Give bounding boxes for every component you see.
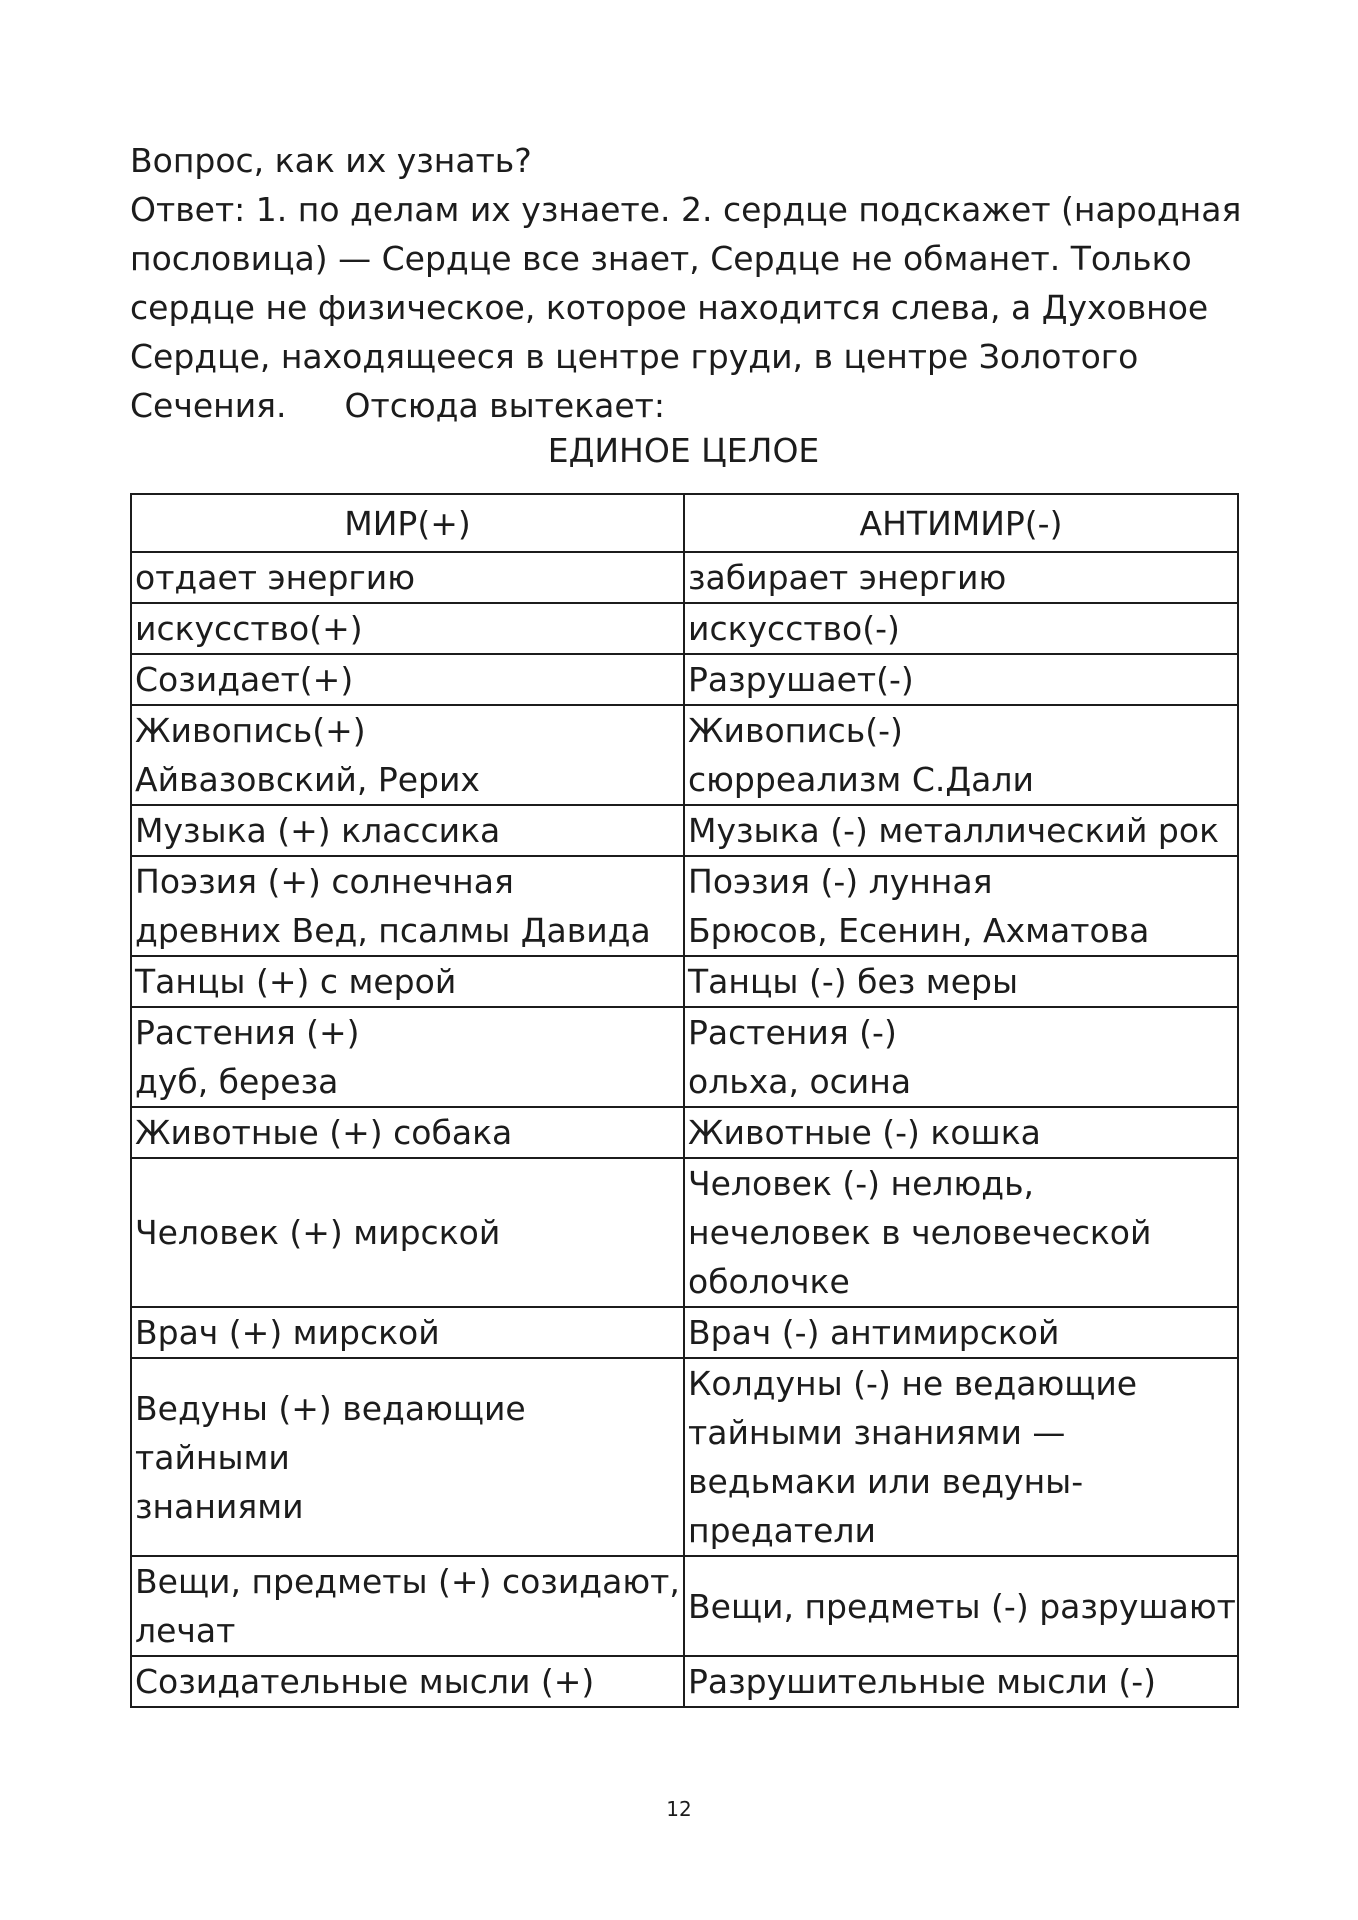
cell-line: Созидает(+) — [135, 660, 354, 699]
cell-antimir — [684, 1007, 1238, 1107]
cell-line: знаниями — [135, 1486, 304, 1526]
cell-line: Разрушительные мысли (-) — [688, 1662, 1157, 1701]
cell-antimir — [684, 1158, 1238, 1307]
cell-mir — [131, 1007, 684, 1107]
cell-line: Танцы (-) без меры — [688, 962, 1018, 1001]
answer-last-line — [130, 381, 1250, 430]
cell-mir — [131, 805, 684, 856]
page-number: 12 — [666, 1797, 692, 1821]
cell-line: древних Вед, псалмы Давида — [135, 911, 651, 950]
cell-line: Врач (-) антимирской — [688, 1313, 1060, 1352]
cell-mir — [131, 654, 684, 705]
cell-line: Вещи, предметы (+) созидают, — [135, 1562, 680, 1601]
cell-line: Созидательные мысли (+) — [135, 1662, 595, 1701]
header-cell-mir: МИР(+) — [131, 494, 684, 552]
cell-antimir — [684, 1358, 1238, 1556]
cell-line: тайными знаниями — — [688, 1413, 1066, 1452]
cell-line: Вещи, предметы (-) разрушают — [688, 1586, 1236, 1626]
cell-line: дуб, береза — [135, 1062, 339, 1101]
cell-antimir — [684, 805, 1238, 856]
table-row — [131, 705, 1238, 805]
cell-line: искусство(+) — [135, 609, 363, 648]
cell-line: Брюсов, Есенин, Ахматова — [688, 911, 1150, 950]
cell-line: предатели — [688, 1511, 876, 1550]
comparison-table — [130, 493, 1239, 1708]
cell-mir — [131, 552, 684, 603]
cell-line: Колдуны (-) не ведающие — [688, 1364, 1138, 1403]
cell-mir — [131, 1358, 684, 1556]
cell-antimir — [684, 1656, 1238, 1707]
cell-line: нечеловек в человеческой — [688, 1213, 1152, 1252]
header-cell-antimir: АНТИМИР(-) — [684, 494, 1238, 552]
cell-mir — [131, 1656, 684, 1707]
question-line: Вопрос, как их узнать? — [130, 141, 532, 180]
cell-line: ольха, осина — [688, 1062, 912, 1101]
cell-antimir — [684, 1556, 1238, 1656]
cell-line: Поэзия (-) лунная — [688, 862, 993, 901]
table-row — [131, 1158, 1238, 1307]
table-row — [131, 1107, 1238, 1158]
cell-line: Человек (+) мирской — [135, 1213, 501, 1252]
table-row — [131, 856, 1238, 956]
cell-antimir — [684, 1307, 1238, 1358]
cell-line: Животные (-) кошка — [688, 1113, 1041, 1152]
cell-line: Врач (+) мирской — [135, 1313, 440, 1352]
cell-line: отдает энергию — [135, 558, 415, 597]
table-row — [131, 1556, 1238, 1656]
answer-last-line-end: Отсюда вытекает: — [344, 386, 665, 425]
cell-mir — [131, 1107, 684, 1158]
cell-mir — [131, 956, 684, 1007]
cell-line: лечат — [135, 1611, 236, 1650]
table-row — [131, 1656, 1238, 1707]
cell-line: Живопись(+) — [135, 711, 366, 750]
cell-antimir — [684, 552, 1238, 603]
cell-mir — [131, 603, 684, 654]
cell-line: Растения (+) — [135, 1013, 360, 1052]
answer-line: сердце не физическое, которое находится слева, а Духовное — [130, 288, 1209, 327]
cell-line: сюрреализм С.Дали — [688, 760, 1034, 799]
cell-antimir — [684, 1107, 1238, 1158]
table-row — [131, 1307, 1238, 1358]
cell-antimir — [684, 705, 1238, 805]
cell-antimir — [684, 654, 1238, 705]
cell-line: Живопись(-) — [688, 711, 903, 750]
cell-line: Животные (+) собака — [135, 1113, 513, 1152]
answer-line: пословица) — Сердце все знает, Сердце не обманет. Только — [130, 239, 1192, 278]
cell-mir — [131, 1556, 684, 1656]
cell-line: оболочке — [688, 1262, 850, 1301]
cell-mir — [131, 856, 684, 956]
answer-last-line-start: Сечения. — [130, 386, 287, 425]
table-row — [131, 1358, 1238, 1556]
cell-line: Танцы (+) с мерой — [135, 962, 457, 1001]
cell-line: Человек (-) нелюдь, — [688, 1164, 1035, 1203]
table-row — [131, 805, 1238, 856]
cell-antimir — [684, 603, 1238, 654]
cell-line: Музыка (-) металлический рок — [688, 811, 1219, 850]
cell-line: искусство(-) — [688, 609, 900, 648]
cell-line: Растения (-) — [688, 1013, 897, 1052]
cell-line: Поэзия (+) солнечная — [135, 862, 514, 901]
cell-mir — [131, 1158, 684, 1307]
cell-line: Айвазовский, Рерих — [135, 760, 480, 799]
cell-antimir — [684, 856, 1238, 956]
cell-mir — [131, 705, 684, 805]
table-title: ЕДИНОЕ ЦЕЛОЕ — [547, 431, 820, 470]
table-header-row — [131, 494, 1238, 552]
cell-line: Ведуны (+) ведающие тайными — [135, 1388, 526, 1477]
cell-line: забирает энергию — [688, 558, 1007, 597]
cell-mir — [131, 1307, 684, 1358]
cell-line: Музыка (+) классика — [135, 811, 501, 850]
cell-antimir — [684, 956, 1238, 1007]
table-row — [131, 603, 1238, 654]
answer-line: Сердце, находящееся в центре груди, в центре Золотого — [130, 337, 1139, 376]
table-row — [131, 1007, 1238, 1107]
answer-line: Ответ: 1. по делам их узнаете. 2. сердце подскажет (народная — [130, 190, 1242, 229]
cell-line: Разрушает(-) — [688, 660, 914, 699]
intro-text — [130, 136, 1250, 430]
table-row — [131, 552, 1238, 603]
table-row — [131, 956, 1238, 1007]
cell-line: ведьмаки или ведуны- — [688, 1462, 1084, 1501]
table-row — [131, 654, 1238, 705]
